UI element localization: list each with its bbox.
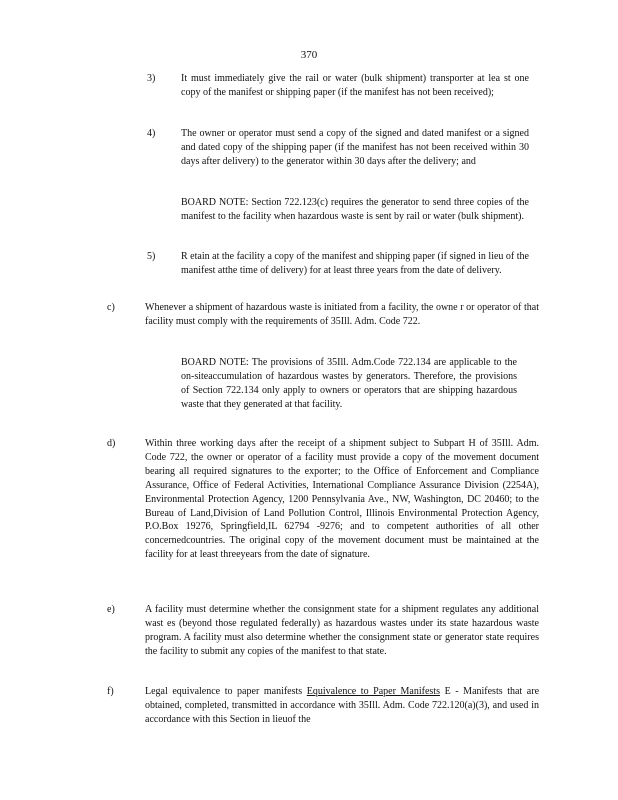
item-f-rest: E - Manifests that are obtained, completed, transmitted in accordance with 35Ill. Adm. Code 722.120(a)(3), and used in accordance with this Section in lieuof the [145, 686, 540, 725]
item-f-text [145, 685, 539, 727]
item-f-heading: Equivalence to Paper Manifests [306, 686, 440, 697]
item-label-e: e) [107, 604, 115, 615]
item-label-4: 4) [147, 128, 156, 139]
item-label-f: f) [107, 686, 114, 697]
item-f-lead: Legal equivalence to paper manifests [145, 686, 303, 697]
item-e-text: A facility must determine whether the consignment state for a shipment regulates any additional wast es (beyond those regulated federally) as hazardous wastes under its state hazardous waste program. A facility must also determine whether the consignment state or generator state requires the facility to submit any copies of the manifest to that state. [145, 604, 539, 657]
item-3-text: It must immediately give the rail or water (bulk shipment) transporter at lea st one copy of the manifest or shipping paper (if the manifest has not been received); [181, 73, 529, 98]
item-label-3: 3) [147, 73, 156, 84]
item-label-5: 5) [147, 251, 156, 262]
item-d-text: Within three working days after the receipt of a shipment subject to Subpart H of 35Ill. Adm. Code 722, the owner or operator of a facility must provide a copy of the movement document bearing all required signatures to the exporter; to the Office of Enforcement and Compliance Assurance, Office of Federal Activities, International Compliance Assurance Division (2254A), Environmental Protection Agency, 1200 Pennsylvania Ave., NW, Washington, DC 20460; to the Bureau of Land,Division of Land Pollution Control, Illinois Environmental Protection Agency, P.O.Box 19276, Springfield,IL 62794 -9276; and to competent authorities of all other concernedcountries. The original copy of the movement document must be maintained at the facility for at least threeyears from the date of signature. [145, 438, 539, 561]
item-label-d: d) [107, 438, 116, 449]
page-number: 370 [300, 49, 318, 61]
item-c-text: Whenever a shipment of hazardous waste is initiated from a facility, the owne r or operator of that facility must comply with the requirements of 35Ill. Adm. Code 722. [145, 302, 539, 327]
item-label-c: c) [107, 302, 115, 313]
board-note-1: BOARD NOTE: Section 722.123(c) requires the generator to send three copies of the manifest to the facility when hazardous waste is sent by rail or water (bulk shipment). [181, 197, 529, 222]
board-note-2: BOARD NOTE: The provisions of 35Ill. Adm.Code 722.134 are applicable to the on-siteaccumulation of hazardous wastes by generators. Therefore, the provisions of Section 722.134 only apply to owners or operators that are shipping hazardous waste that they generated at that facility. [181, 357, 517, 410]
item-5-text: R etain at the facility a copy of the manifest and shipping paper (if signed in lieu of the manifest atthe time of delivery) for at least three years from the date of delivery. [181, 251, 529, 276]
item-4-text: The owner or operator must send a copy of the signed and dated manifest or a signed and dated copy of the shipping paper (if the manifest has not been received within 30 days after delivery) to the generator within 30 days after the delivery; and [181, 128, 529, 167]
